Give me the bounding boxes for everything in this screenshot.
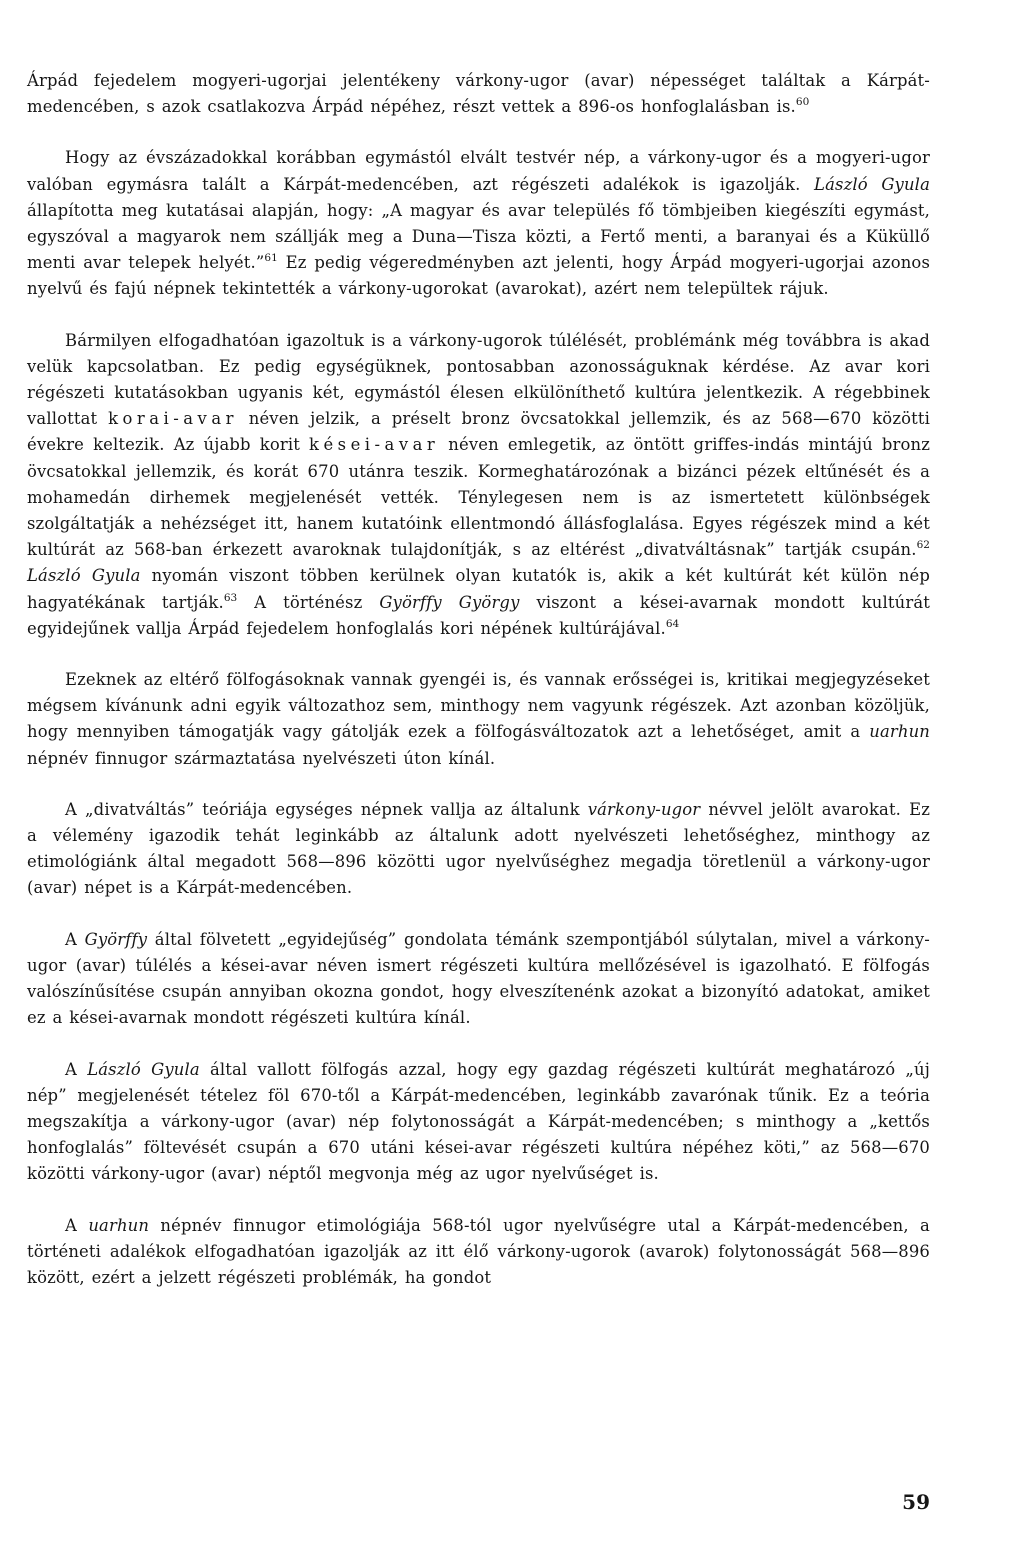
spaced-term: kései-avar (309, 435, 440, 455)
paragraph (27, 797, 930, 902)
italic-name: László Gyula (814, 174, 930, 194)
text-run: által vallott fölfogás azzal, hogy egy gazdag régészeti kultúrát meghatározó „új nép” megjelenését tételez föl 670-től a Kárpát-medencében, leginkább zavarónak tűnik. Ez a teória megszakítja a várkony-ugor (avar) nép folytonosságát a Kárpát-medencében; s minthogy a „kettős honfoglalás” föltevését csupán a 670 utáni kései-avar régészeti kultúra népéhez köti,” (27, 1059, 930, 1158)
paragraph (27, 1057, 930, 1188)
text-run: az 568—670 közötti várkony-ugor (avar) néptől megvonja még az ugor nyelvűséget is. (27, 1138, 930, 1184)
italic-name: László Gyula (27, 566, 141, 586)
italic-name: várkony-ugor (587, 799, 701, 819)
text-run: nyomán viszont többen kerülnek olyan kutatók is, akik a két kultúrát két külön nép hagyatékának tartják. (27, 566, 930, 612)
text-run: népnév finnugor etimológiája 568-tól ugor nyelvűségre utal a Kárpát-medencében, a történeti adalékok elfogadhatóan igazolják az itt élő várkony-ugorok (avarok) folytonosságát 568—896 között, ezért a jelzett régészeti problémák, ha gondot (27, 1215, 930, 1287)
text-run: Ezeknek az eltérő fölfogásoknak vannak gyengéi is, és vannak erősségei is, kritikai megjegyzéseket mégsem kívánunk adni egyik változathoz sem, minthogy nem vagyunk régészek. Azt azonban közöljük, hogy mennyiben támogatják vagy gátolják ezek a fölfogásváltozatok azt a lehetőséget, amit a (27, 670, 930, 742)
footnote-ref: 62 (916, 539, 930, 552)
footnote-ref: 61 (264, 252, 278, 265)
footnote-ref: 64 (665, 617, 680, 630)
paragraph (27, 145, 930, 302)
page-number: 59 (902, 1490, 930, 1514)
paragraph (27, 667, 930, 772)
footnote-ref: 60 (795, 96, 810, 109)
text-run: néven jelzik, a préselt bronz övcsatokkal jellemzik, és az 568—670 közötti évekre keltezik. Az újabb korit (27, 409, 930, 455)
italic-name: László Gyula (87, 1059, 200, 1079)
paragraph (27, 328, 930, 642)
footnote-ref: 63 (223, 591, 238, 604)
text-run: népnév finnugor származtatása nyelvészeti úton kínál. (27, 748, 496, 768)
paragraph (27, 68, 930, 120)
text-run: viszont a kései-avarnak mondott kultúrát egyidejűnek vallja Árpád fejedelem honfoglalás kori népének kultúrájával. (27, 592, 930, 638)
italic-name: uarhun (88, 1215, 150, 1235)
italic-name: uarhun (869, 722, 930, 742)
text-run: Árpád fejedelem mogyeri-ugorjai jelentékeny várkony-ugor (avar) népességet találtak a Kárpát-medencében, s azok csatlakozva Árpád népéhez, részt vettek a 896-os honfoglalásban is. (27, 71, 930, 117)
text-run: néven emlegetik, az öntött griffes-indás mintájú bronz övcsatokkal jellemzik, és korát 670 utánra teszik. Kormeghatározónak a bizánci pézek eltűnését és a mohamedán dirhemek megjelenését vették. Ténylegesen nem is az ismertetett különbségek szolgáltatják a nehézséget itt, hanem kutatóink ellentmondó állásfoglalása. Egyes régészek mind a két kultúrát az 568-ban érkezett avaroknak tulajdonítják, s az eltérést „divatváltásnak” tartják csupán. (27, 435, 930, 560)
text-run: állapította meg kutatásai alapján, hogy: „A magyar és avar település fő tömbjeiben kiegészíti egymást, egyszóval a magyarok nem szállják meg a Duna—Tisza közti, a Fertő menti, a baranyai és a Küküllő menti avar telepek helyét.” (27, 200, 930, 273)
text-run: A (65, 929, 85, 949)
text-run: Hogy az évszázadokkal korábban egymástól elvált testvér nép, a várkony-ugor és a mogyeri-ugor valóban egymásra talált a Kárpát-medencében, azt régészeti adalékok is igazolják. (27, 148, 930, 194)
italic-name: Györffy György (379, 592, 520, 612)
text-run: A (65, 1215, 89, 1235)
paragraph (27, 927, 930, 1032)
text-run: által fölvetett „egyidejűség” gondolata témánk szempontjából súlytalan, mivel a várkony-ugor (avar) túlélés a kései-avar néven ismert régészeti kultúra mellőzésével is igazolható. E fölfogás valószínűsítése csupán annyiban okozna gondot, hogy elveszítenénk azokat a bizonyító adatokat, amiket ez a kései-avarnak mondott régészeti kultúra kínál. (27, 929, 930, 1028)
text-run: Bármilyen elfogadhatóan igazoltuk is a várkony-ugorok túlélését, problémánk még továbbra is akad velük kapcsolatban. Ez pedig egységüknek, pontosabban azonosságuknak kérdése. Az avar kori régészeti kutatásokban ugyanis két, egymástól élesen elkülöníthető kultúra jelentkezik. A régebbinek vallottat (27, 330, 930, 429)
italic-name: Györffy (84, 929, 148, 949)
body-text (27, 68, 930, 1291)
paragraph (27, 1213, 930, 1292)
text-run: A (65, 1059, 88, 1079)
text-run: A „divatváltás” teóriája egységes népnek vallja az általunk (65, 799, 588, 819)
text-run: A történész (237, 592, 380, 612)
text-run: névvel jelölt avarokat. Ez a vélemény igazodik tehát leginkább az általunk adott nyelvészeti lehetőséghez, minthogy az etimológiánk által megadott 568—896 közötti ugor nyelvűséghez megadja töretlenül a várkony-ugor (avar) népet is a Kárpát-medencében. (27, 799, 930, 898)
text-run: Ez pedig végeredményben azt jelenti, hogy Árpád mogyeri-ugorjai azonos nyelvű és fajú népnek tekintették a várkony-ugorokat (avarokat), azért nem települtek rájuk. (27, 253, 931, 299)
spaced-term: korai-avar (108, 409, 238, 429)
